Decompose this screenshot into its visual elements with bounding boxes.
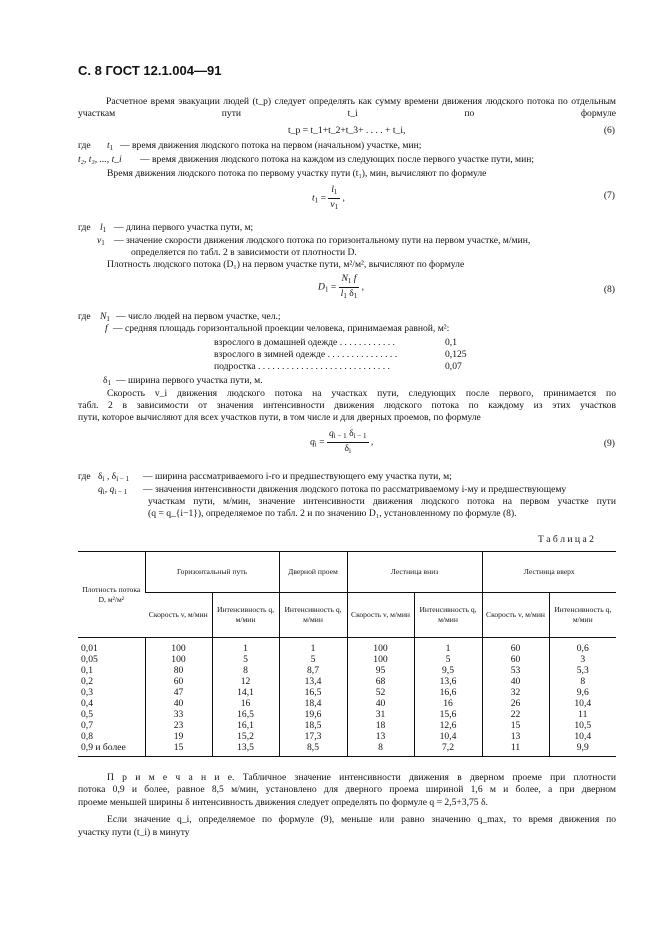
area-item: взрослого в домашней одежде . . . . . . . . . . . .	[214, 337, 395, 348]
value-cell: 10,4	[414, 731, 482, 742]
value-cell: 100	[347, 638, 414, 655]
value-cell: 32	[482, 687, 549, 698]
table-row	[78, 709, 616, 720]
value-cell: 13,6	[414, 676, 482, 687]
area-value: 0,1	[445, 337, 457, 348]
value-cell: 47	[145, 687, 212, 698]
page-header: С. 8 ГОСТ 12.1.004—91	[78, 63, 222, 78]
value-cell: 15,6	[414, 709, 482, 720]
table-row	[78, 698, 616, 709]
def-di: — ширина рассматриваемого i-го и предшествующего ему участка пути, м;	[143, 471, 452, 482]
where-label-4: где	[78, 471, 91, 482]
formula-7: $t_1$ = $\frac{l_1}{v_1}$ ,	[312, 184, 345, 211]
note-label: П р и м е ч а н и е.	[107, 772, 235, 783]
note-line-3: проеме меньшей ширины δ интенсивность движения следует определять по формуле q = 2,5+3,75 δ.	[78, 797, 488, 808]
def-d1: — ширина первого участка пути, м.	[116, 375, 263, 386]
value-cell: 13,4	[279, 676, 347, 687]
table-row	[78, 665, 616, 676]
paragraph-3: Плотность людского потока (D₁) на первом участке пути, м²/м², вычисляют по формуле	[107, 259, 465, 270]
area-item: взрослого в зимней одежде . . . . . . . . . . . . . . .	[214, 349, 398, 360]
var-v1: $v_1$	[97, 235, 105, 247]
def-ti: — время движения людского потока на каждом из следующих после первого участке пути, мин;	[140, 154, 535, 165]
value-cell: 10,4	[549, 698, 616, 709]
value-cell: 9,5	[414, 665, 482, 676]
value-cell: 16,6	[414, 687, 482, 698]
table-title: Т а б л и ц а 2	[538, 534, 594, 545]
value-cell: 9,9	[549, 742, 616, 757]
value-cell: 3	[549, 654, 616, 665]
var-t1: $t_1$	[107, 140, 114, 152]
table-row	[78, 654, 616, 665]
var-d1: $\delta_1$	[103, 375, 112, 387]
table-row	[78, 676, 616, 687]
value-cell: 80	[145, 665, 212, 676]
sub-header-speed: Скорость v, м/мин	[145, 593, 212, 638]
note-line-2: потока 0,9 и более, равное 8,5 м/мин, установлено для дверного проема шириной 1,6 м и более, а при дверном	[78, 784, 616, 795]
value-cell: 60	[482, 638, 549, 655]
var-qi: $q_i$, $q_{i - 1}$	[98, 484, 128, 496]
group-horizontal-header: Горизонтальный путь	[145, 552, 279, 593]
paragraph-4-line-2: табл. 2 в зависимости от значения интенсивности движения людского потока по каждому из этих участков	[78, 400, 616, 411]
value-cell: 5	[414, 654, 482, 665]
value-cell: 10,4	[549, 731, 616, 742]
formula-9-number: (9)	[603, 438, 615, 449]
value-cell: 15	[482, 720, 549, 731]
value-cell: 15,2	[212, 731, 279, 742]
def-v1: — значение скорости движения людского потока по горизонтальному пути на первом участке, м/мин,	[114, 235, 531, 246]
value-cell: 1	[212, 638, 279, 655]
def-qi-line-2: участкам пути, м/мин, значение интенсивности движения людского потока на первом участке пути	[148, 496, 616, 507]
def-qi-line-1: — значения интенсивности движения людского потока по рассматриваемому i-му и предшествующему	[143, 484, 567, 495]
value-cell: 18	[347, 720, 414, 731]
def-t1: — время движения людского потока на первом (начальном) участке, мин;	[120, 140, 422, 151]
value-cell: 1	[279, 638, 347, 655]
value-cell: 1	[414, 638, 482, 655]
value-cell: 12	[212, 676, 279, 687]
table-row	[78, 742, 616, 757]
value-cell: 100	[145, 638, 212, 655]
density-cell: 0,2	[81, 676, 93, 687]
value-cell: 100	[145, 654, 212, 665]
sub-header-intensity: Интенсивность q, м/мин	[212, 593, 279, 638]
value-cell: 5,3	[549, 665, 616, 676]
value-cell: 19,6	[279, 709, 347, 720]
value-cell: 53	[482, 665, 549, 676]
value-cell: 23	[145, 720, 212, 731]
sub-header-intensity: Интенсивность q, м/мин	[279, 593, 347, 638]
formula-8: $D_1$ = $\frac{N_1 f}{l_1 \delta_1}$ ,	[318, 273, 365, 300]
density-cell: 0,4	[81, 698, 93, 709]
def-l1: — длина первого участка пути, м;	[114, 222, 254, 233]
var-l1: $l_1$	[100, 222, 107, 234]
def-N1: — число людей на первом участке, чел.;	[116, 311, 281, 322]
formula-9: $q_i$ = $\frac{q_{i - 1} \delta_{i - 1}}{\delta_i}$ ,	[310, 428, 374, 455]
value-cell: 13,5	[212, 742, 279, 757]
value-cell: 11	[482, 742, 549, 757]
value-cell: 40	[145, 698, 212, 709]
table-row	[78, 687, 616, 698]
value-cell: 9,6	[549, 687, 616, 698]
density-cell: 0,7	[81, 720, 93, 731]
value-cell: 60	[145, 676, 212, 687]
paragraph-5-line-1: Если значение q_i, определяемое по формуле (9), меньше или равно значению q_max, то время движения по	[107, 814, 616, 825]
paragraph-4-line-1: Скорость v_i движения людского потока на участках пути, следующих после первого, принимается по	[107, 388, 616, 399]
value-cell: 5	[279, 654, 347, 665]
value-cell: 14,1	[212, 687, 279, 698]
sub-header-intensity: Интенсивность q, м/мин	[414, 593, 482, 638]
value-cell: 26	[482, 698, 549, 709]
formula-6: t_р = t_1+t_2+t_3+ . . . . + t_i,	[288, 125, 406, 136]
paragraph-4-line-3: пути, которое вычисляют для всех участков пути, в том числе и для дверных проемов, по формуле	[78, 412, 481, 423]
value-cell: 19	[145, 731, 212, 742]
paragraph-5-line-2: участку пути (t_i) в минуту	[78, 827, 190, 838]
sub-header-speed: Скорость v, м/мин	[347, 593, 414, 638]
var-N1: $N_1$	[100, 311, 110, 323]
value-cell: 7,2	[414, 742, 482, 757]
value-cell: 31	[347, 709, 414, 720]
group-down-header: Лестница вниз	[347, 552, 482, 593]
area-value: 0,07	[445, 361, 462, 372]
value-cell: 16,5	[212, 709, 279, 720]
paragraph-2: Время движения людского потока по первому участку пути (t₁), мин, вычисляют по формуле	[107, 168, 487, 179]
density-cell: 0,1	[81, 665, 93, 676]
data-table	[78, 551, 616, 757]
value-cell: 5	[212, 654, 279, 665]
area-value: 0,125	[445, 349, 467, 360]
formula-7-number: (7)	[603, 190, 615, 201]
density-cell: 0,01	[81, 643, 98, 654]
var-di: $\delta_i$ , $\delta_{i - 1}$	[98, 471, 130, 483]
value-cell: 13	[347, 731, 414, 742]
value-cell: 16	[212, 698, 279, 709]
density-cell: 0,9 и более	[78, 742, 145, 757]
table-row	[78, 720, 616, 731]
def-f: — средняя площадь горизонтальной проекции человека, принимаемая равной, м²:	[113, 323, 450, 334]
def-v1-cont: определяется по табл. 2 в зависимости от плотности D.	[131, 247, 357, 258]
where-label-2: где	[78, 222, 91, 233]
value-cell: 60	[482, 654, 549, 665]
value-cell: 33	[145, 709, 212, 720]
value-cell: 8,5	[279, 742, 347, 757]
value-cell: 15	[145, 742, 212, 757]
var-ti-list: t₂, t₃, ..., t_i	[78, 154, 122, 165]
value-cell: 8	[549, 676, 616, 687]
value-cell: 12,6	[414, 720, 482, 731]
value-cell: 0,6	[549, 638, 616, 655]
value-cell: 17,3	[279, 731, 347, 742]
group-door-header: Дверной проем	[279, 552, 347, 593]
value-cell: 40	[347, 698, 414, 709]
value-cell: 8	[212, 665, 279, 676]
note-line-1: П р и м е ч а н и е. Табличное значение интенсивности движения в дверном проеме при плотности	[107, 772, 616, 783]
value-cell: 8,7	[279, 665, 347, 676]
def-qi-line-3: (q = q_{i−1}), определяемое по табл. 2 и по значению D₁, установленному по формуле (8).	[148, 508, 517, 519]
table-row	[78, 731, 616, 742]
value-cell: 18,4	[279, 698, 347, 709]
value-cell: 22	[482, 709, 549, 720]
where-label-1: где	[78, 140, 91, 151]
paragraph-1: Расчетное время эвакуации людей (t_р) следует определять как сумму времени движения людского потока по отдельным участкам пути t_i по формуле	[78, 96, 616, 119]
value-cell: 10,5	[549, 720, 616, 731]
value-cell: 95	[347, 665, 414, 676]
table-row	[78, 638, 616, 655]
density-cell: 0,05	[81, 654, 98, 665]
col-density-header: Плотность потока D, м²/м²	[78, 552, 145, 638]
where-label-3: где	[78, 311, 91, 322]
formula-6-number: (6)	[603, 125, 615, 136]
value-cell: 68	[347, 676, 414, 687]
value-cell: 40	[482, 676, 549, 687]
group-up-header: Лестница вверх	[482, 552, 616, 593]
area-item: подростка . . . . . . . . . . . . . . . . . . . . . . . . . . . .	[214, 361, 390, 372]
sub-header-intensity: Интенсивность q, м/мин	[549, 593, 616, 638]
value-cell: 52	[347, 687, 414, 698]
density-cell: 0,3	[81, 687, 93, 698]
value-cell: 16,5	[279, 687, 347, 698]
var-f: f	[105, 323, 108, 334]
value-cell: 16	[414, 698, 482, 709]
value-cell: 16,1	[212, 720, 279, 731]
formula-8-number: (8)	[603, 284, 615, 295]
value-cell: 13	[482, 731, 549, 742]
density-cell: 0,8	[81, 731, 93, 742]
value-cell: 100	[347, 654, 414, 665]
value-cell: 8	[347, 742, 414, 757]
value-cell: 18,5	[279, 720, 347, 731]
density-cell: 0,5	[81, 709, 93, 720]
sub-header-speed: Скорость v, м/мин	[482, 593, 549, 638]
value-cell: 11	[549, 709, 616, 720]
